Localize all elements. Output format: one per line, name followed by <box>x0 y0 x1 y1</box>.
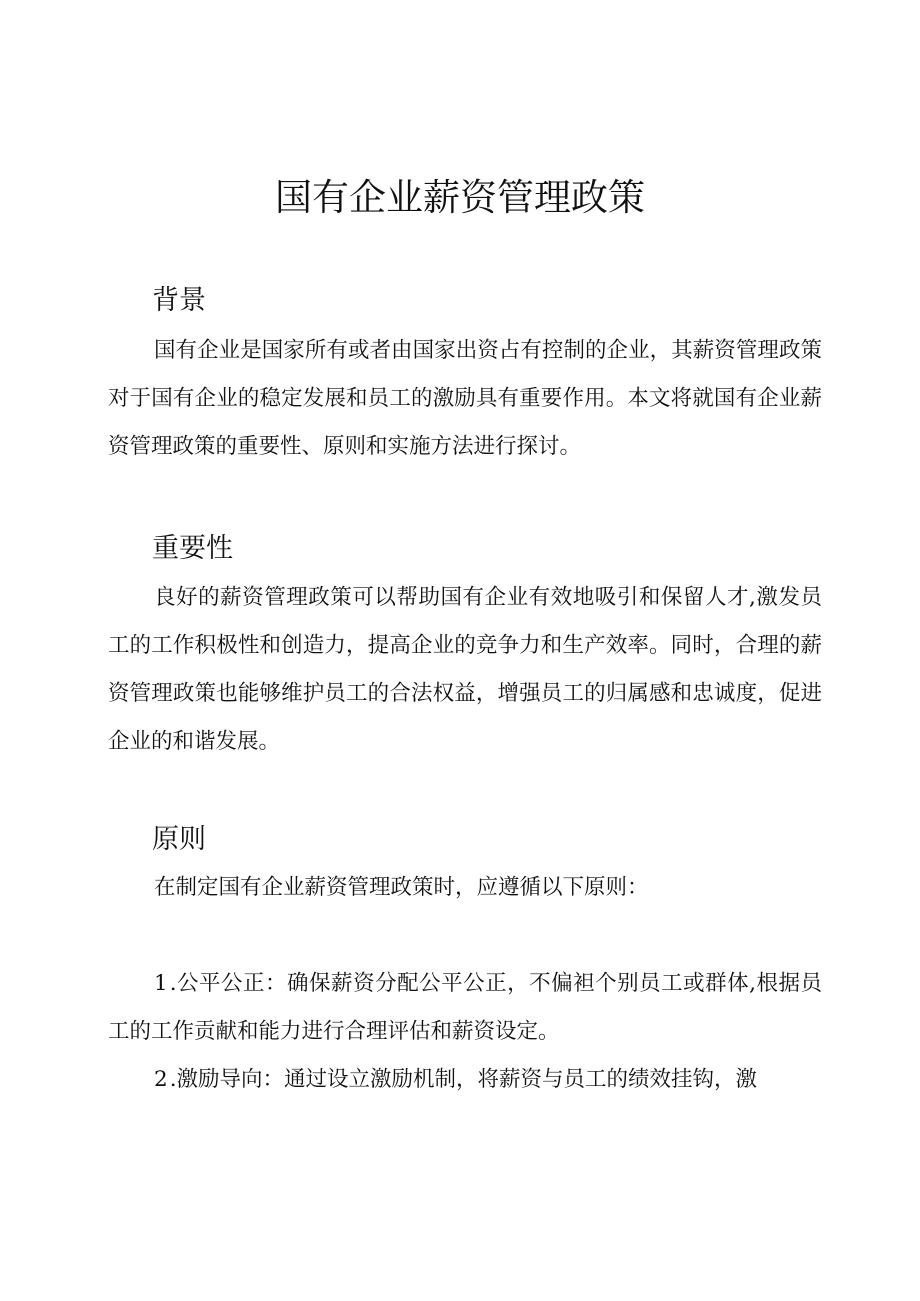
section-heading-importance: 重要性 <box>152 533 233 564</box>
principle-item <box>108 1056 822 1104</box>
principle-item-number: 2 <box>154 1067 170 1092</box>
principle-item-text: .激励导向：通过设立激励机制，将薪资与员工的绩效挂钩，激 <box>169 1067 758 1092</box>
section-paragraph-background: 国有企业是国家所有或者由国家出资占有控制的企业，其薪资管理政策对于国有企业的稳定发展和员工的激励具有重要作用。本文将就国有企业薪资管理政策的重要性、原则和实施方法进行探讨。 <box>108 338 822 459</box>
section-paragraph-importance: 良好的薪资管理政策可以帮助国有企业有效地吸引和保留人才,激发员工的工作积极性和创造力，提高企业的竞争力和生产效率。同时，合理的薪资管理政策也能够维护员工的合法权益，增强员工的归属感和忠诚度，促进企业的和谐发展。 <box>108 585 822 754</box>
section-intro-principles: 在制定国有企业薪资管理政策时，应遵循以下原则： <box>154 875 649 900</box>
principle-item-number: 1 <box>154 971 170 996</box>
principle-item <box>108 960 822 1056</box>
principle-item-text: .公平公正：确保薪资分配公平公正，不偏袒个别员工或群体,根据员工的工作贡献和能力进行合理评估和薪资设定。 <box>108 971 822 1044</box>
section-heading-background: 背景 <box>152 285 206 316</box>
document-title: 国有企业薪资管理政策 <box>275 176 645 219</box>
section-heading-principles: 原则 <box>152 824 206 855</box>
